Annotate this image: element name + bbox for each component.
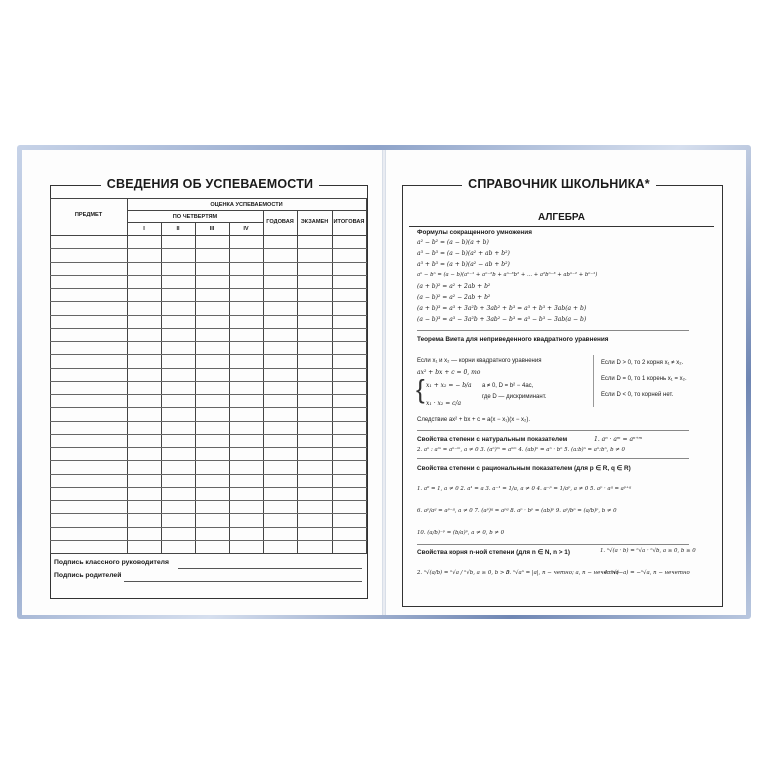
parents-signature-line[interactable] [124, 581, 362, 582]
table-row-line [50, 341, 367, 342]
vieta-sum: x₁ + x₂ = − b/a [426, 382, 472, 389]
formula-6: (a − b)² = a² − 2ab + b² [417, 294, 491, 301]
table-row-line [50, 434, 367, 435]
natural-power-1: 1. aⁿ · aᵐ = aⁿ⁺ᵐ [594, 436, 643, 443]
teacher-signature-line[interactable] [178, 568, 362, 569]
formula-8: (a − b)³ = a³ − 3a²b + 3ab² − b³ = a³ − b³ − 3ab(a − b) [417, 316, 587, 323]
final-header: ИТОГОВАЯ [333, 219, 365, 225]
table-row-line [50, 513, 367, 514]
formula-4: aⁿ − bⁿ = (a − b)(aⁿ⁻¹ + aⁿ⁻²b + aⁿ⁻³b² + ... + a²bⁿ⁻³ + abⁿ⁻² + bⁿ⁻¹) [417, 272, 598, 278]
parents-signature-label: Подпись родителей [54, 572, 122, 579]
root-property-1: 1. ⁿ√(a · b) = ⁿ√a · ⁿ√b, a ≥ 0, b ≥ 0 [600, 548, 696, 554]
quarter-3: III [209, 226, 215, 232]
table-row-line [50, 540, 367, 541]
quarters-header: ПО ЧЕТВЕРТЯМ [172, 214, 218, 220]
rational-power-1: 1. a⁰ = 1, a ≠ 0 2. a¹ = a 3. a⁻¹ = 1/a, a ≠ 0 4. a⁻ᵖ = 1/aᵖ, a ≠ 0 5. aᵖ · aᵍ = aᵖ⁺ᵍ [417, 486, 632, 492]
table-row-line [50, 354, 367, 355]
exam-header: ЭКЗАМЕН [300, 219, 329, 225]
quarter-1: I [143, 226, 145, 232]
root-property-4: 4. ⁿ√(−a) = −ⁿ√a, n − нечетно [604, 570, 690, 576]
table-row-line [50, 275, 367, 276]
table-row-line [50, 301, 367, 302]
vieta-line-1: Если x₁ и x₂ — корни квадратного уравнения [417, 358, 542, 364]
left-page [22, 150, 382, 615]
vieta-condition: a ≠ 0, D = b² − 4ac, [482, 383, 534, 389]
formula-3: a³ + b³ = (a + b)(a² − ab + b²) [417, 261, 510, 268]
table-row-line [50, 328, 367, 329]
table-row-line [50, 447, 367, 448]
table-row-line [50, 394, 367, 395]
table-row-line [50, 381, 367, 382]
annual-header: ГОДОВАЯ [266, 219, 294, 225]
algebra-heading: АЛГЕБРА [538, 212, 585, 223]
table-row-line [50, 460, 367, 461]
grades-table [50, 198, 367, 553]
vieta-line-2: ax² + bx + c = 0, то [417, 369, 481, 376]
right-page [386, 150, 746, 615]
table-row-line [50, 248, 367, 249]
rational-power-title: Свойства степени с рациональным показателем (для p ∈ R, q ∈ R) [417, 465, 631, 472]
table-row-line [50, 421, 367, 422]
table-row-line [50, 315, 367, 316]
vieta-right-1: Если D > 0, то 2 корня x₁ ≠ x₂. [601, 360, 684, 366]
table-row-line [50, 262, 367, 263]
quarter-2: II [176, 226, 180, 232]
vieta-product: x₁ · x₂ = c/a [426, 400, 462, 407]
table-row-line [50, 288, 367, 289]
vieta-discriminant: где D — дискриминант. [482, 394, 547, 400]
root-property-2: 2. ⁿ√(a/b) = ⁿ√a / ⁿ√b, a ≥ 0, b > 0 [417, 570, 510, 576]
rational-power-2: 6. aᵖ/aᵍ = aᵖ⁻ᵍ, a ≠ 0 7. (aᵖ)ᵍ = aᵖᵍ 8. aᵖ · bᵖ = (ab)ᵖ 9. aᵖ/bᵖ = (a/b)ᵖ, b ≠ 0 [417, 508, 617, 514]
formula-1: a² − b² = (a − b)(a + b) [417, 239, 489, 246]
vieta-brace: { [416, 374, 425, 404]
vieta-right-3: Если D < 0, то корней нет. [601, 392, 674, 398]
abridged-title: Формулы сокращенного умножения [417, 229, 532, 236]
root-property-3: 3. ⁿ√aⁿ = |a|, n − четно; a, n − нечетно [506, 570, 619, 576]
teacher-signature-label: Подпись классного руководителя [54, 559, 169, 566]
natural-power-rest: 2. aⁿ : aᵐ = aⁿ⁻ᵐ, a ≠ 0 3. (aⁿ)ᵐ = aⁿᵐ 4. (ab)ⁿ = aⁿ · bⁿ 5. (a:b)ⁿ = aⁿ:bⁿ, b ≠ 0 [417, 447, 625, 453]
subject-header: ПРЕДМЕТ [74, 212, 103, 218]
formula-7: (a + b)³ = a³ + 3a²b + 3ab² + b³ = a³ + b³ + 3ab(a + b) [417, 305, 587, 312]
natural-power-title: Свойства степени с натуральным показателем [417, 436, 568, 443]
vieta-corollary: Следствие ax² + bx + c = a(x − x₁)(x − x₂). [417, 417, 531, 423]
formula-5: (a + b)² = a² + 2ab + b² [417, 283, 491, 290]
rational-power-3: 10. (a/b)⁻ᵖ = (b/a)ᵖ, a ≠ 0, b ≠ 0 [417, 530, 505, 536]
formula-2: a³ − b³ = (a − b)(a² + ab + b²) [417, 250, 510, 257]
table-row-line [50, 527, 367, 528]
table-row-line [50, 368, 367, 369]
vieta-title: Теорема Виета для неприведенного квадратного уравнения [417, 336, 609, 343]
page-title-grades: СВЕДЕНИЯ ОБ УСПЕВАЕМОСТИ [30, 177, 390, 191]
table-row-line [50, 487, 367, 488]
vieta-right-2: Если D = 0, то 1 корень x₁ = x₂. [601, 376, 687, 382]
grade-header: ОЦЕНКА УСПЕВАЕМОСТИ [210, 202, 283, 208]
table-row-line [50, 474, 367, 475]
table-row-line [50, 500, 367, 501]
root-title: Свойства корня n-ной степени (для n ∈ N, n > 1) [417, 549, 570, 556]
table-row-line [50, 407, 367, 408]
page-title-reference: СПРАВОЧНИК ШКОЛЬНИКА* [379, 177, 739, 191]
quarter-4: IV [243, 226, 249, 232]
